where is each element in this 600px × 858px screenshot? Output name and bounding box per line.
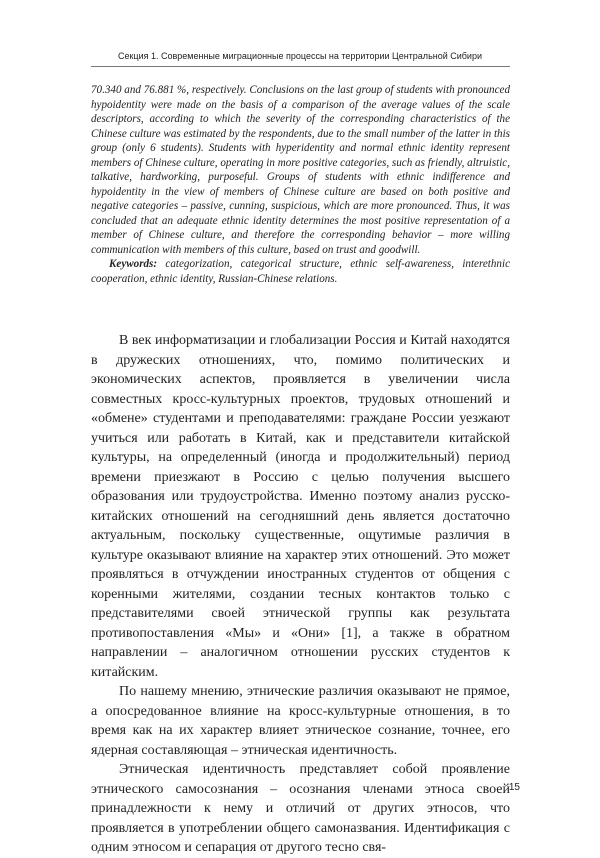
header-rule [91, 66, 510, 67]
body-paragraph: По нашему мнению, этнические различия оказывают не прямое, а опосредованное влияние на кросс-культурные отношения, в то время как на их характер влияет этническое сознание, точнее, его ядерная составляющая – этническая идентичность. [91, 684, 510, 758]
running-header: Секция 1. Современные миграционные процессы на территории Центральной Сибири [117, 51, 482, 61]
body-paragraph: В век информатизации и глобализации Россия и Китай находятся в дружеских отношениях, что, помимо политических и экономических аспектов, проявляется в увеличении числа совместных кросс-культурных проектов, трудовых отношений и «обмене» студентами и преподавателями: граждане России уезжают учиться или работать в Китай, как и представители китайской культуры, на определенный (иногда и продолжительный) период времени приезжают в Россию с целью получения высшего образования или трудоустройства. Именно поэтому анализ русско-китайских отношений на сегодняшний день является достаточно актуальным, поскольку существенные, ощутимые различия в культуре оказывают влияние на характер этих отношений. Это может проявляться в отчуждении иностранных студентов от общения с коренными жителями, создании тесных контактов только с представителями своей этнической группы как результата противопоставления «Мы» и «Они» [1], а также в обратном направлении – аналогичном отношении русских студентов к китайским. [91, 333, 510, 680]
page-number: 15 [508, 782, 520, 793]
body-paragraph: Этническая идентичность представляет собой проявление этнического самосознания – осознания членами этноса своей принадлежности к нему и отличий от других этносов, что проявляется в употреблении общего самоназвания. Идентификация с одним этносом и сепарация от другого тесно свя- [91, 762, 510, 855]
keywords-label: Keywords: [109, 258, 158, 270]
keywords-text: categorization, categorical structure, ethnic self-awareness, interethnic cooperation, ethnic identity, Russian-Chinese relations. [91, 258, 510, 285]
abstract-text: 70.340 and 76.881 %, respectively. Conclusions on the last group of students with pronounced hypoidentity were made on the basis of a comparison of the average values of the scale descriptors, according to which the severity of the corresponding characteristics of the Chinese culture was estimated by the respondents, due to the small number of the latter in this group (only 6 students). Students with hyperidentity and normal ethnic identity represent members of Chinese culture, operating in more positive categories, such as friendly, altruistic, talkative, hardworking, purposeful. Groups of students with ethnic indifference and hypoidentity in the view of members of Chinese culture are based on both positive and negative categories – passive, cunning, suspicious, which are more pronounced. Thus, it was concluded that an adequate ethnic identity determines the most positive representation of a member of Chinese culture, and therefore the corresponding behavior – more willing communication with members of this culture, based on trust and goodwill. [91, 84, 510, 256]
abstract-block [91, 83, 510, 286]
body-text [91, 331, 510, 858]
keywords-line [91, 257, 510, 286]
